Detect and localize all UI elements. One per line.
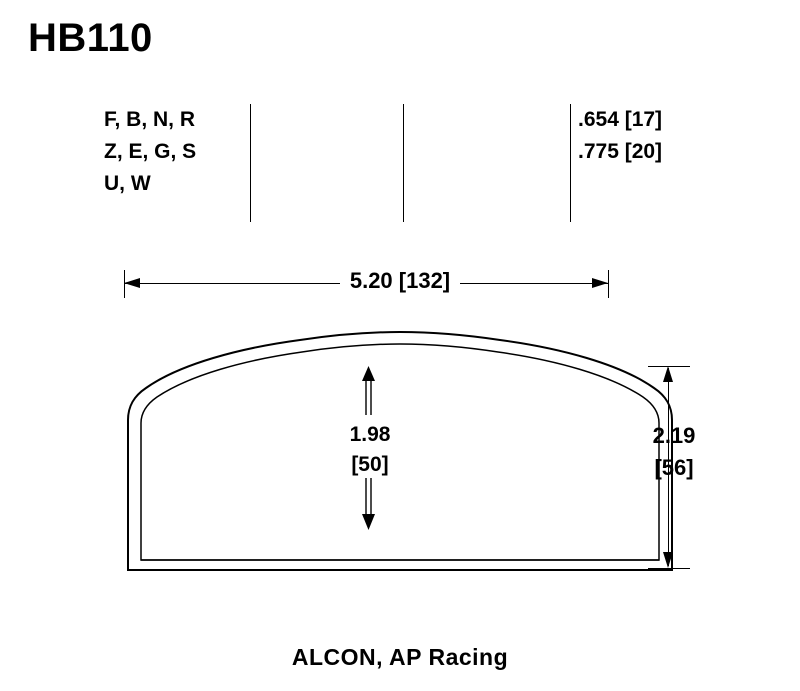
page-title: HB110 <box>28 16 153 60</box>
height-dimension-mm: [56] <box>654 455 694 480</box>
compound-codes-line-1: F, B, N, R <box>104 108 196 131</box>
inner-dimension-mm: [50] <box>351 453 389 476</box>
inner-dimension-inches: 1.98 <box>349 423 391 446</box>
height-extension-bottom <box>648 568 690 569</box>
thickness-line-1: .654 [17] <box>578 108 663 131</box>
height-dimension-label <box>634 420 714 484</box>
thickness-line-2: .775 [20] <box>578 140 663 163</box>
width-dimension-value: 5.20 [132] <box>340 268 460 293</box>
inner-dimension-label <box>320 420 420 480</box>
height-extension-top <box>648 366 690 367</box>
compound-codes-line-2: Z, E, G, S <box>104 140 197 163</box>
brand-caption: ALCON, AP Racing <box>291 644 509 670</box>
height-arrow-down <box>663 552 673 568</box>
height-dimension-inches: 2.19 <box>652 423 696 448</box>
height-arrow-up <box>663 366 673 382</box>
compound-codes-line-3: U, W <box>104 172 151 195</box>
